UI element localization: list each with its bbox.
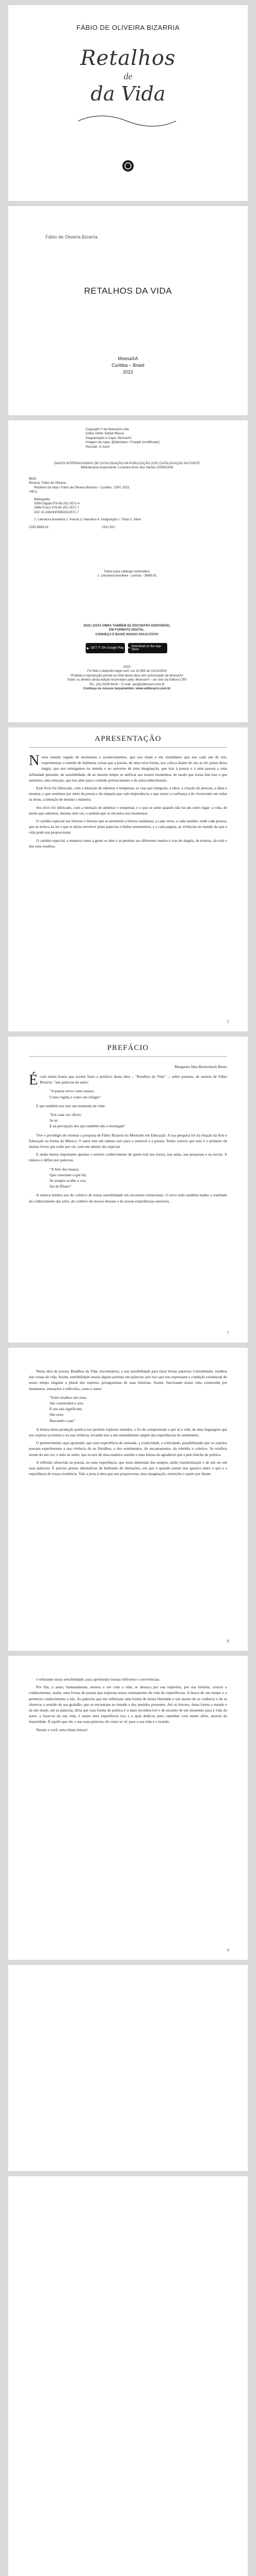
paragraph: A reflexão oferecida na poesia, no uma experiência, que tenta dimensão dos tempos, então transformação e de um ser em suas palavras. É preciso pensar alternativas de habitante de interações, em que o quando poetar nos aparece entre o que e a experiência de nossa existência. Vale a pena à obra que nos proporciona, uma imaginação, restrições e assim por diante. [29,1460,227,1477]
publisher-year: 2022 [122,369,134,375]
copyright-line: Diagramação e Capa: MoesaXA [86,436,132,440]
cip-line: Retalhos da Vida / Fábio de Oliveira Bizarria – Curitiba : CRV, 2022. [34,485,131,489]
page-number: 5 [227,1020,229,1024]
paragraph: Desejo a você, uma ótima leitura! [36,1727,88,1732]
cip-line: ISBN Digital 978-65-251-3572-4 [34,502,80,506]
page-prefacio-cont [8,1348,248,1651]
google-play-label: GET IT ON Google Play [90,647,124,650]
page-blank [8,1965,248,2171]
page-title-cover [8,5,248,201]
index-block [29,570,225,579]
footer-line: Proibida a reprodução parcial ou total desta obra sem autorização da MoesaXA [70,673,184,677]
copyright-line: Imagem da capa: @fabiobaru / Freepik (modificado) [86,440,160,445]
quote-line: "Estes retalhos são seus; [50,1395,87,1400]
paragraph: O carinho especial, a maneira como a gente se abre e se permite aos diferentes modos e vias de alegria, de tristeza, da vida e dos seus retalhos. [29,838,227,849]
cip-header [29,462,225,470]
footer-line: Conheça os nossos lançamentos: www.editoracrv.com.br [83,687,171,691]
cip-line: ISBN Físico 978-65-251-3571-7 [34,506,79,510]
cip-line: 146 p. [29,490,38,494]
poem-quote [50,1112,227,1129]
publisher-seal-icon [122,160,134,172]
poem-quote [50,1088,227,1099]
page-number: 9 [227,1948,229,1953]
paragraph: A leitura desta produção poética nos permite explorar sentidos, o fio de compreensão e por aí a vida, de uma linguagem que nos explora na leitura e na sua vivência, levando nos a um entendimento amplo das experiências do sentimento. [29,1427,227,1438]
paragraph: e refinando nossa sensibilidade, para aprofundar nossas reflexões e convivências. [36,1677,161,1682]
quote-line: Se sempre acolhe a voz; [50,1178,87,1183]
copyright-line: Editor-chefe: Rafael Moura [86,432,124,436]
paragraph: E ainda menos importante apontar o notório conhecimento de quem está nos textos, nas aulas, nas pesquisas e na escola. A música o define por palavras: [29,1152,227,1163]
cip-line: 1. Literatura brasileira 2. Poesia 3. Narrativa 4. Imaginação I. Título II. Série. [34,518,142,522]
chapter-body [29,1368,227,1479]
paragraph: Por fim, o autor, humanamente, mostra a ver com a vida, se destaca por sua trajetória, por sua história, crescer o conhecimento, assim, uma forma de poesia que expressa nosso ensinamento de vida de experiências. A busca de seu tempo e o pertencer conhecimento a nós. As palavras que me refletiram uma forma de muita liberdade e um anseio de se conhecer e de se observar o sentido de sua gratidão, que se encontram no mundo e dos sentidos presentes. Até os leitores, desta forma o mundo e de um modo, até as palavras, diria que essa forma de poética é o mais reconhecível e de encanto de um momento para a vida do autor, o fazer-se da sua vida, é assim uma experiência rica e a qual dedicou para caminhar com muito afeto, através da maturidade. É aquilo que ele, e nas suas palavras, de como se vê, para a sua vida e o mundo. [29,1685,227,1724]
cip-line: CDD B869.91 CDU 821 [29,525,115,529]
cip-subtitle: Bibliotecária responsável: Luzenira Alves dos Santos CRB9/1506 [81,466,173,470]
paragraph: Tive o privilégio de orientar a pesquisa de Fábio Bizarria no Mestrado em Educação. A sua pesquisa foi da relação da Arte e Educação na forma da Música. O autor tem um talento raro para o sensível e a poesia. Tenho certeza que este é o primeiro de muitos livros que estão por vir, com um talento tão especial. [29,1132,227,1149]
digital-sub2: CONHEÇA E BAIXE NOSSO APLICATIVO! [95,632,159,636]
cip-line: B625 [29,477,37,481]
chapter-heading: PREFÁCIO [107,1044,149,1052]
quote-line: "Em cada vez oficio; [50,1112,82,1117]
digital-heading: 2022 | ESTA OBRA TAMBÉM SE ENCONTRA DISPONÍVEL [83,624,171,628]
legal-footer [29,665,225,691]
footer-line: 2022 [123,665,131,669]
cip-catalog [29,477,225,530]
paragraph: Esse livro foi fabricado, com a intenção de adentrar e tempestar, as vias que integram, a ideia, a criação do pessoal, a ideia e mostrar, o que sentimos por meio da poesia e da empatia que vale importância, e que existe a confiança e do vivenciado em todas as áreas, a intenção de ensinar a maneira. [29,786,227,802]
quote-line: Buscando o paz" [50,1418,75,1423]
cover-logo-small: de [123,71,133,81]
copyright-line: Revisão: O Autor [86,445,110,449]
paragraph: osso mundo regado de momentos e acontecimentos, que nos tiram e em simultâneo que nos cada um de nós, experimentar o sentido de inúmeras coisas que a poesia, de uma certa forma, nos coloca diante de nós ao ler partes desta magia, que nos entregamos no mundo e no universo de uma imaginação, que traz à poesia e à uma pessoa a uma infinidade pulsante, de sensibilidade, de ao mesmo tempo se unificar aos nossos momentos, de modo que nossa fala traz o que sentimos, uma emoção, que nos abre para o sentido pertencimento e do autoconhecimento. [29,755,227,783]
page-prefacio [8,1037,248,1343]
chapter-divider [29,747,227,748]
dropcap: É [29,1072,38,1088]
chapter-body [29,754,227,851]
copyright-block [86,428,220,449]
dropcap: N [29,753,40,769]
paragraph: O pertencimento aqui apontado, que uma experiência de amizade, a criatividade, a criticidade, possibilitando que os sujeitos possam experimentar a sua vivência do eu Retalhos, a dos sentimentos, do encantamento, da rebeldia e coletivo. Se retalhos serem do seu ver, e tudo ao redor, que ocorre de uma maneira sentido e uma leitura de agradável que a pelo fetiche de poética. [29,1440,227,1457]
paragraph: Seu livro foi fabricado, com a intenção de adentrar e tempestar, e o que se sente quando não há um outro lugar: a vida, de modo que sabemos, mesmo sem ver, o sentido que se encontra nos momentos. [29,805,227,816]
publisher-block [8,355,248,376]
poem-quote [50,1395,227,1423]
app-store-label: Download on the App Store [131,645,161,651]
footer-line: Tel.: (41) 3039-6418 – E-mail: sac@editoracrv.com.br [89,682,165,686]
page-prefacio-end [8,1656,248,1960]
page-legal [8,420,248,722]
quote-line: "A Arte dos musos; [50,1166,79,1172]
page-number: 7 [227,1331,229,1335]
chapter-divider [29,1056,227,1057]
quote-line: São seus; [50,1412,64,1417]
apple-icon: ● [128,647,130,650]
title-author: Fábio de Oliveira Bizarria [45,234,98,240]
quote-line: E na percepção dos que também não a enxergam" [50,1124,125,1129]
page-title [8,206,248,415]
chapter-heading: APRESENTAÇÃO [94,735,162,743]
digital-sub: EM FORMATO DIGITAL. [109,628,145,632]
quote-line: E nos tais significam; [50,1406,83,1412]
copyright-line: Copyright © da MoesaXA Ltda. [86,428,130,431]
cover-logo-title: Retalhos [80,46,176,70]
paragraph: E que também nos traz um momento de vida: [36,1103,106,1108]
quote-line: Sai do Ébano" [50,1184,72,1189]
book-title: RETALHOS DA VIDA [84,286,172,296]
index-line: 1. Literatura brasileira – poesia – B869.91 [97,574,157,578]
cip-line: DOI 10.24824/978652513571.7 [34,510,79,514]
paragraph: com muita honra que aceitei fazer a prefácio desta obra – "Retalhos da Vida" –, sobre poemas, de autoria de Fábio Bizarria. "nas palavras do autor: [40,1074,227,1085]
preface-author: Margarete Idea Breitenbach Bento [174,1064,227,1069]
quote-line: Que consolam o que há; [50,1172,87,1177]
quote-line: São construídos e aos; [50,1401,84,1406]
cip-line: Bizarria, Fábio de Oliveira. [29,481,67,485]
paragraph: O carinho especial aos leitores e leitoras que se permitem a leitura cuidadosa, a cada verso, a cada sentido, onde cada pessoa, que se arrisca ao ler e que se deixa envolver pelas palavras e lindos sentimentos, e a cada página, as vivências no mundo do que a vida pode nos proporcionar. [29,819,227,835]
cip-line: Bibliografia [34,497,50,501]
store-badges [86,643,167,653]
paragraph: A música lembra nos do coletivo de nossa sensibilidade em encontros intelectuais. O novo tudo também traduz a realidade do conhecimento das artes, do coletivo de nossos desejos e de nossas experiências sensíveis. [29,1193,227,1204]
logo-flourish-icon [75,111,179,131]
app-store-badge[interactable] [128,643,167,653]
paragraph: Nesta obra de poesia, Retalhos da Vida, encontramos, a sua sensibilidade para fazer brotar palavras. Literalmente, retalhos das coisas da vida. Assim, sensibilidade anseia alguns poemas em palavras: por isso que nos expressam a condição existencial do nosso tempo singular a plural dos sujeitos, protagonistas de suas histórias. Assim, funcionam nossa vida, construída por momentos, sensações e reflexões, como o autor: [29,1369,227,1391]
footer-line: Todos os direitos desta edição reservados pela: MoesaXA – um selo da Editora CRV [67,678,187,682]
index-title: Índice para catálogo sistemático [104,570,150,573]
cover-logo-subtitle: da Vida [90,82,166,105]
chapter-body [29,1074,227,1206]
poem-quote [50,1166,227,1190]
quote-line: Se ar; [50,1118,59,1123]
google-play-badge[interactable] [86,643,125,653]
chapter-body [29,1676,227,1735]
quote-line: "A poesia serve como ensaio; [50,1089,95,1094]
digital-notice [29,624,225,637]
publisher-city: Curitiba – Brasil [111,363,145,368]
publisher-name: MoesaXA [118,356,138,361]
page-apresentacao [8,727,248,1031]
cover-author: FÁBIO DE OLIVEIRA BIZARRIA [76,24,180,31]
play-icon: ▶ [87,647,89,650]
page-number: 8 [227,1639,229,1643]
quote-line: Como vigília e como um refugio" [50,1094,101,1099]
page-blank [8,2176,248,2576]
cip-title: DADOS INTERNACIONAIS DE CATALOGAÇÃO NA PUBLICAÇÃO (CIP) CATALOGAÇÃO NA FONTE [54,462,200,465]
footer-line: Foi feito o depósito legal conf. Lei 10.994 de 14/12/2004 [87,669,167,673]
